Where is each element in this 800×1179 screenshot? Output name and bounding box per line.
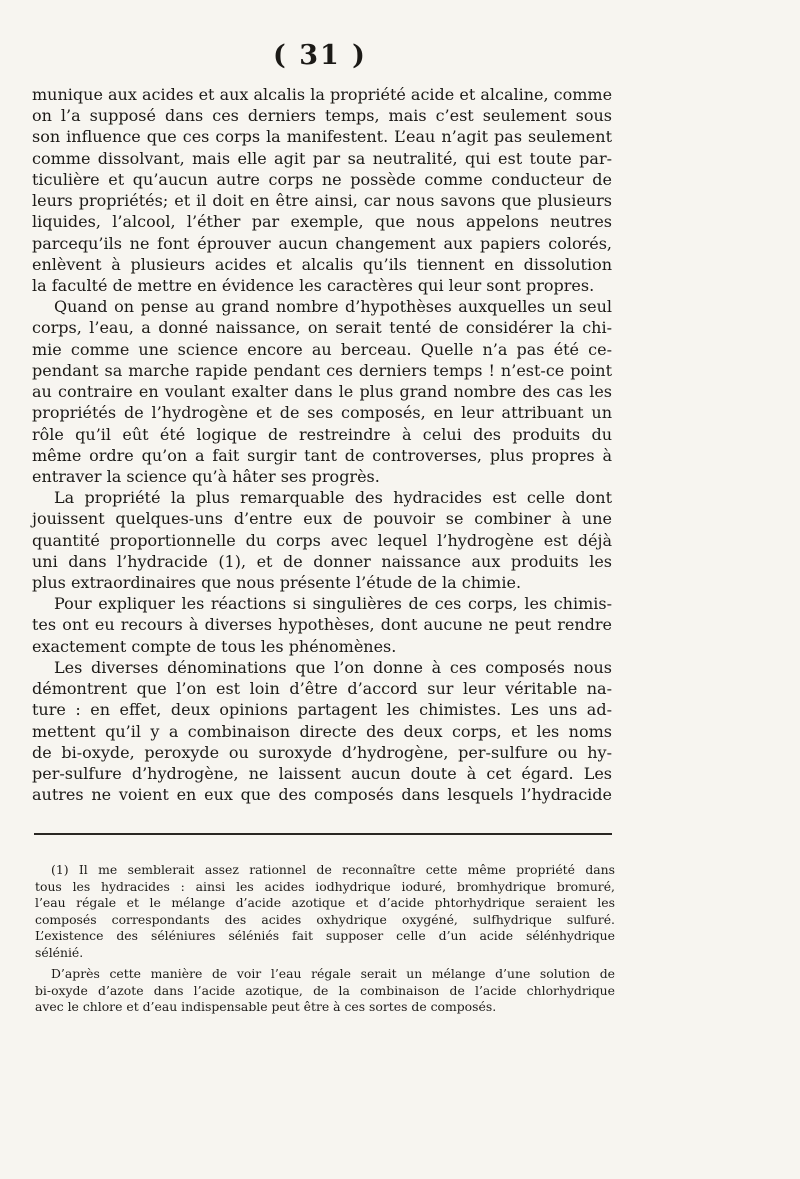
text-line: entraver la science qu’à hâter ses progrès. — [32, 466, 380, 486]
text-line: autres ne voient en eux que des composés dans lesquels l’hydracide — [32, 785, 612, 805]
text-line: on l’a supposé dans ces derniers temps, mais c’est seulement sous — [32, 106, 612, 126]
text-line: plus extraordinaires que nous présente l’étude de la chimie. — [32, 573, 522, 593]
text-line: démontrent que l’on est loin d’être d’accord sur leur véritable na- — [32, 679, 612, 699]
footnote-line: L’existence des séléniures séléniés fait supposer celle d’un acide sélénhydrique — [35, 928, 615, 943]
text-line: jouissent quelques-uns d’entre eux de pouvoir se combiner à une — [32, 509, 612, 529]
text-line: quantité proportionnelle du corps avec lequel l’hydrogène est déjà — [32, 530, 612, 550]
text-line: corps, l’eau, a donné naissance, on serait tenté de considérer la chi- — [32, 318, 612, 338]
text-line: Les diverses dénominations que l’on donne à ces composés nous — [54, 657, 612, 677]
main-text-body — [32, 84, 612, 805]
text-line: mettent qu’il y a combinaison directe des deux corps, et les noms — [32, 721, 612, 741]
text-line: La propriété la plus remarquable des hydracides est celle dont — [54, 488, 612, 508]
text-line: tes ont eu recours à diverses hypothèses, dont aucune ne peut rendre — [32, 615, 612, 635]
footnote-line: avec le chlore et d’eau indispensable peut être à ces sortes de composés. — [35, 999, 497, 1014]
footnote-line: sélénié. — [35, 944, 84, 960]
page-number: ( 31 ) — [273, 40, 367, 71]
text-line: leurs propriétés; et il doit en être ainsi, car nous savons que plusieurs — [32, 191, 612, 211]
footnote-line: l’eau régale et le mélange d’acide azotique et d’acide phtorhydrique seraient les — [35, 895, 615, 910]
text-line: enlèvent à plusieurs acides et alcalis qu’ils tiennent en dissolution — [32, 254, 612, 274]
text-line: exactement compte de tous les phénomènes. — [32, 636, 397, 656]
footnote-line: (1) Il me semblerait assez rationnel de reconnaître cette même propriété dans — [51, 862, 615, 877]
text-line: comme dissolvant, mais elle agit par sa neutralité, qui est toute par- — [32, 148, 612, 168]
footnote-separator-rule — [34, 833, 612, 835]
text-line: per-sulfure d’hydrogène, ne laissent aucun doute à cet égard. Les — [32, 764, 612, 783]
text-line: mie comme une science encore au berceau. Quelle n’a pas été ce- — [32, 339, 612, 359]
text-line: même ordre qu’on a fait surgir tant de controverses, plus propres à — [32, 445, 612, 465]
footnote-line: D’après cette manière de voir l’eau régale serait un mélange d’une solution de — [51, 966, 615, 981]
text-line: Pour expliquer les réactions si singulières de ces corps, les chimis- — [54, 594, 612, 614]
text-line: uni dans l’hydracide (1), et de donner naissance aux produits les — [32, 551, 612, 571]
text-line: la faculté de mettre en évidence les caractères qui leur sont propres. — [32, 275, 595, 295]
text-line: parcequ’ils ne font éprouver aucun changement aux papiers colorés, — [32, 233, 612, 253]
text-line: munique aux acides et aux alcalis la propriété acide et alcaline, comme — [32, 85, 613, 104]
text-line: pendant sa marche rapide pendant ces derniers temps ! n’est-ce point — [32, 360, 612, 380]
footnotes — [35, 862, 615, 1016]
text-line: rôle qu’il eût été logique de restreindre à celui des produits du — [32, 424, 612, 444]
text-line: de bi-oxyde, peroxyde ou suroxyde d’hydrogène, per-sulfure ou hy- — [32, 742, 612, 762]
footnote-line: composés correspondants des acides oxhydrique oxygéné, sulfhydrique sulfuré. — [35, 911, 615, 927]
text-line: liquides, l’alcool, l’éther par exemple, que nous appelons neutres — [32, 212, 612, 232]
footnote-line: bi-oxyde d’azote dans l’acide azotique, de la combinaison de l’acide chlorhydrique — [35, 982, 615, 998]
text-line: ticulière et qu’aucun autre corps ne possède comme conducteur de — [32, 169, 612, 189]
footnote-line: tous les hydracides : ainsi les acides iodhydrique ioduré, bromhydrique bromuré, — [35, 878, 615, 894]
text-line: propriétés de l’hydrogène et de ses composés, en leur attribuant un — [32, 403, 612, 423]
text-line: ture : en effet, deux opinions partagent les chimistes. Les uns ad- — [32, 700, 612, 720]
text-line: au contraire en voulant exalter dans le plus grand nombre des cas les — [32, 382, 612, 402]
text-line: Quand on pense au grand nombre d’hypothèses auxquelles un seul — [54, 297, 612, 317]
text-line: son influence que ces corps la manifestent. L’eau n’agit pas seulement — [32, 127, 612, 147]
